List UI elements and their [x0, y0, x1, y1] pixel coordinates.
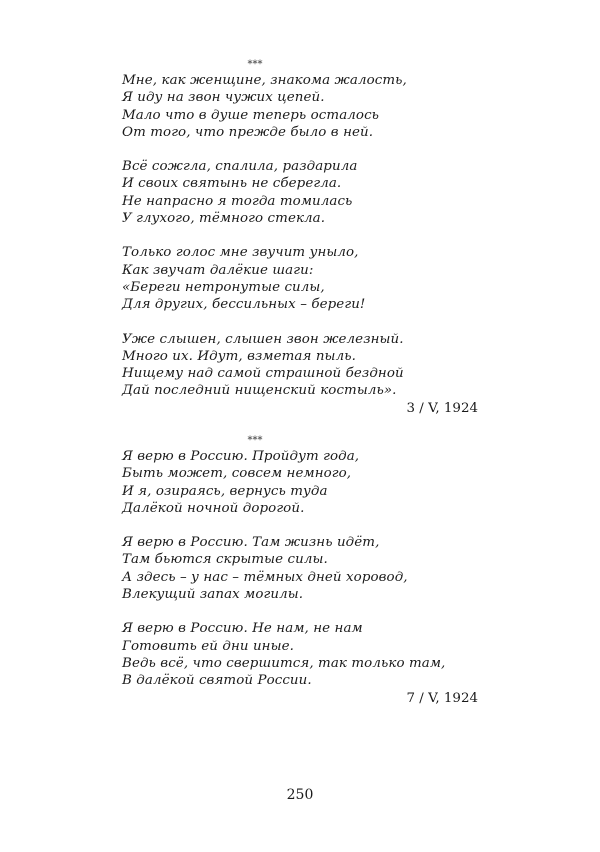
- verse-line: Там бьются скрытые силы.: [122, 552, 328, 568]
- poem-date: 7 / V, 1924: [406, 690, 478, 706]
- verse-line: Мне, как женщине, знакома жалость,: [122, 73, 407, 88]
- verse-line: И я, озираясь, вернусь туда: [122, 483, 328, 499]
- verse-line: Уже слышен, слышен звон железный.: [122, 331, 404, 347]
- verse-line: Я иду на звон чужих цепей.: [122, 90, 325, 106]
- verse-line: Для других, бессильных – береги!: [122, 297, 366, 313]
- stanza: [122, 534, 478, 603]
- stanza: [122, 244, 478, 313]
- verse-line: Всё сожгла, спалила, раздарила: [122, 159, 358, 175]
- verse-line: Мало что в душе теперь осталось: [122, 107, 380, 123]
- verse-line: Как звучат далёкие шаги:: [122, 262, 314, 278]
- verse-line: От того, что прежде было в ней.: [122, 124, 374, 140]
- poem-2: [122, 434, 478, 707]
- verse-line: Не напрасно я тогда томилась: [122, 193, 353, 209]
- verse-line: И своих святынь не сберегла.: [122, 176, 342, 192]
- section-separator: ***: [247, 59, 263, 70]
- verse-line: Влекущий запах могилы.: [122, 587, 304, 603]
- verse-line: Только голос мне звучит уныло,: [122, 245, 359, 261]
- poem-date: 3 / V, 1924: [406, 400, 478, 416]
- verse-line: У глухого, тёмного стекла.: [122, 211, 326, 227]
- verse-line: Нищему над самой страшной бездной: [122, 366, 404, 382]
- verse-line: Быть может, совсем немного,: [122, 466, 352, 482]
- verse-line: Ведь всё, что свершится, так только там,: [122, 655, 446, 671]
- verse-line: Я верю в Россию. Пройдут года,: [122, 449, 360, 464]
- stanza: [122, 620, 478, 689]
- verse-line: Готовить ей дни иные.: [122, 638, 294, 654]
- verse-line: А здесь – у нас – тёмных дней хоровод,: [122, 569, 408, 585]
- verse-line: Дай последний нищенский костыль».: [122, 383, 397, 399]
- verse-line: «Береги нетронутые силы,: [122, 279, 325, 295]
- stanza: [122, 448, 478, 517]
- verse-line: В далёкой святой России.: [122, 673, 312, 689]
- verse-line: Далёкой ночной дорогой.: [122, 500, 305, 516]
- verse-line: Много их. Идут, взметая пыль.: [122, 348, 356, 364]
- stanza: [122, 72, 478, 141]
- poem-1: [122, 58, 478, 417]
- section-separator: ***: [247, 435, 263, 446]
- stanza: [122, 331, 478, 400]
- verse-line: Я верю в Россию. Там жизнь идёт,: [122, 535, 380, 551]
- stanza: [122, 158, 478, 227]
- verse-line: Я верю в Россию. Не нам, не нам: [122, 621, 363, 637]
- page-number: 250: [286, 787, 314, 803]
